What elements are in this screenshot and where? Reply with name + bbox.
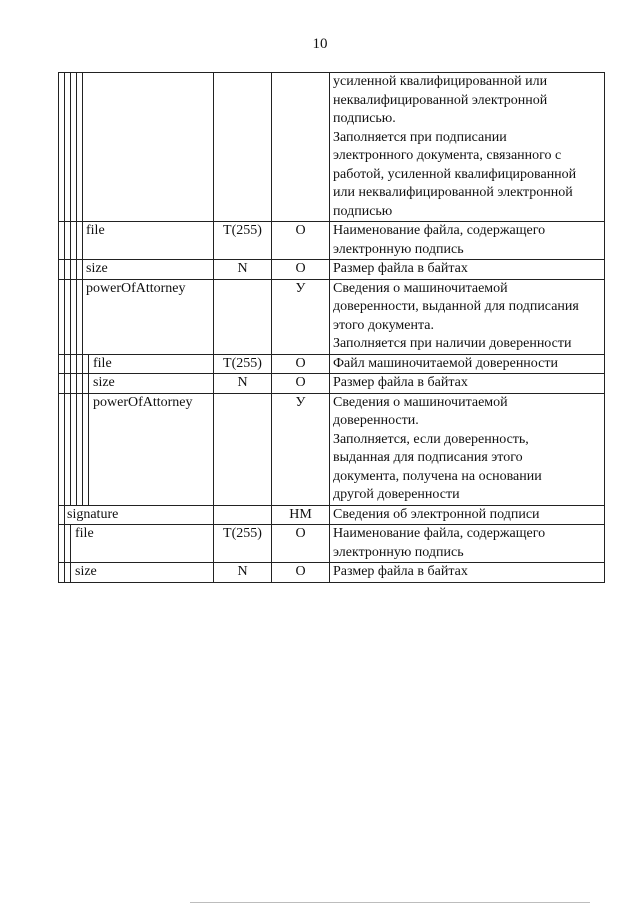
element-description-cell: Сведения о машиночитаемой доверенности, выданной для подписания этого документа. Заполняется при наличии доверенности <box>330 279 605 354</box>
element-type-cell: N <box>214 374 272 394</box>
element-flag-cell: О <box>272 354 330 374</box>
table-row <box>59 73 605 222</box>
element-name-cell: size <box>83 374 214 394</box>
table-row <box>59 374 605 394</box>
element-flag-cell: У <box>272 393 330 505</box>
element-description-cell: Наименование файла, содержащего электронную подпись <box>330 525 605 563</box>
element-description-cell: Размер файла в байтах <box>330 374 605 394</box>
element-name-cell: signature <box>65 505 214 525</box>
element-flag-cell: О <box>272 260 330 280</box>
element-name-cell: powerOfAttorney <box>83 279 214 354</box>
element-flag-cell: О <box>272 374 330 394</box>
element-type-cell <box>214 279 272 354</box>
element-type-cell <box>214 73 272 222</box>
element-name-cell: size <box>83 260 214 280</box>
element-type-cell: N <box>214 260 272 280</box>
table-row <box>59 525 605 563</box>
table-row <box>59 279 605 354</box>
table-row <box>59 505 605 525</box>
table-row <box>59 354 605 374</box>
element-flag-cell <box>272 73 330 222</box>
page-number: 10 <box>312 36 328 52</box>
element-flag-cell: О <box>272 222 330 260</box>
element-flag-cell: О <box>272 563 330 583</box>
element-type-cell: T(255) <box>214 354 272 374</box>
scan-edge-line <box>190 902 590 903</box>
element-name-cell: powerOfAttorney <box>83 393 214 505</box>
element-type-cell: T(255) <box>214 525 272 563</box>
element-type-cell: T(255) <box>214 222 272 260</box>
element-description-cell: Сведения об электронной подписи <box>330 505 605 525</box>
table-row <box>59 563 605 583</box>
table-row <box>59 222 605 260</box>
element-flag-cell: НМ <box>272 505 330 525</box>
element-description-cell: Наименование файла, содержащего электронную подпись <box>330 222 605 260</box>
element-type-cell <box>214 393 272 505</box>
element-name-cell: file <box>71 525 214 563</box>
element-name-cell: file <box>83 354 214 374</box>
element-flag-cell: О <box>272 525 330 563</box>
element-type-cell: N <box>214 563 272 583</box>
element-name-cell <box>83 73 214 222</box>
element-description-cell: Размер файла в байтах <box>330 260 605 280</box>
element-name-cell: file <box>83 222 214 260</box>
element-description-cell: Сведения о машиночитаемой доверенности. Заполняется, если доверенность, выданная для подписания этого документа, получена на основании другой доверенности <box>330 393 605 505</box>
element-flag-cell: У <box>272 279 330 354</box>
element-description-cell: Файл машиночитаемой доверенности <box>330 354 605 374</box>
table-row <box>59 260 605 280</box>
element-description-cell: Размер файла в байтах <box>330 563 605 583</box>
element-description-cell: усиленной квалифицированной или неквалифицированной электронной подписью. Заполняется при подписании электронного документа, связанного с работой, усиленной квалифицированной или неквалифицированной электронной подписью <box>330 73 605 222</box>
element-spec-table <box>58 72 605 583</box>
element-type-cell <box>214 505 272 525</box>
table-row <box>59 393 605 505</box>
element-name-cell: size <box>71 563 214 583</box>
